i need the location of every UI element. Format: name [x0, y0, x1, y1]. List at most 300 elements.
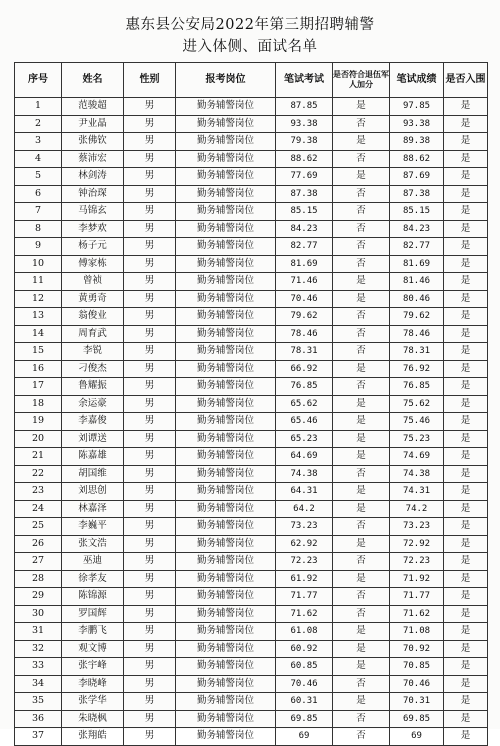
cell-seq: 28	[15, 570, 62, 588]
cell-veteran-bonus: 是	[333, 273, 390, 291]
cell-position: 勤务辅警岗位	[176, 203, 276, 221]
cell-written-exam: 71.46	[276, 273, 333, 291]
table-row	[15, 553, 488, 571]
cell-written-exam: 65.46	[276, 413, 333, 431]
cell-veteran-bonus: 否	[333, 605, 390, 623]
cell-gender: 男	[124, 658, 176, 676]
cell-seq: 10	[15, 255, 62, 273]
cell-written-exam: 69	[276, 728, 333, 746]
cell-seq: 14	[15, 325, 62, 343]
cell-gender: 男	[124, 675, 176, 693]
cell-name: 张学华	[62, 693, 124, 711]
cell-gender: 男	[124, 185, 176, 203]
header-name: 姓名	[62, 63, 124, 98]
table-header-row	[15, 63, 488, 98]
cell-gender: 男	[124, 640, 176, 658]
cell-veteran-bonus: 是	[333, 658, 390, 676]
cell-name: 杨子元	[62, 238, 124, 256]
table-row	[15, 133, 488, 151]
cell-veteran-bonus: 是	[333, 535, 390, 553]
cell-shortlisted: 是	[444, 413, 488, 431]
cell-written-score: 76.85	[390, 378, 444, 396]
table-row	[15, 518, 488, 536]
cell-shortlisted: 是	[444, 430, 488, 448]
cell-gender: 男	[124, 535, 176, 553]
table-row	[15, 115, 488, 133]
table-row	[15, 378, 488, 396]
cell-written-exam: 60.92	[276, 640, 333, 658]
table-row	[15, 98, 488, 116]
cell-gender: 男	[124, 203, 176, 221]
cell-veteran-bonus: 是	[333, 133, 390, 151]
cell-shortlisted: 是	[444, 640, 488, 658]
cell-written-score: 71.92	[390, 570, 444, 588]
cell-gender: 男	[124, 553, 176, 571]
cell-position: 勤务辅警岗位	[176, 483, 276, 501]
cell-position: 勤务辅警岗位	[176, 675, 276, 693]
cell-shortlisted: 是	[444, 255, 488, 273]
cell-shortlisted: 是	[444, 658, 488, 676]
cell-written-score: 74.2	[390, 500, 444, 518]
cell-position: 勤务辅警岗位	[176, 220, 276, 238]
table-row	[15, 273, 488, 291]
cell-veteran-bonus: 否	[333, 710, 390, 728]
cell-written-score: 75.23	[390, 430, 444, 448]
cell-veteran-bonus: 是	[333, 395, 390, 413]
cell-written-exam: 60.31	[276, 693, 333, 711]
cell-gender: 男	[124, 728, 176, 746]
cell-written-score: 81.69	[390, 255, 444, 273]
cell-position: 勤务辅警岗位	[176, 378, 276, 396]
cell-veteran-bonus: 否	[333, 518, 390, 536]
cell-written-score: 75.46	[390, 413, 444, 431]
cell-written-score: 69	[390, 728, 444, 746]
cell-name: 鲁耀振	[62, 378, 124, 396]
cell-gender: 男	[124, 378, 176, 396]
cell-gender: 男	[124, 395, 176, 413]
cell-position: 勤务辅警岗位	[176, 465, 276, 483]
cell-name: 蔡沛宏	[62, 150, 124, 168]
cell-name: 陈锦源	[62, 588, 124, 606]
table-row	[15, 448, 488, 466]
cell-position: 勤务辅警岗位	[176, 710, 276, 728]
cell-shortlisted: 是	[444, 570, 488, 588]
header-gender: 性别	[124, 63, 176, 98]
cell-written-exam: 71.77	[276, 588, 333, 606]
cell-written-exam: 64.69	[276, 448, 333, 466]
cell-written-exam: 78.46	[276, 325, 333, 343]
cell-written-exam: 93.38	[276, 115, 333, 133]
cell-seq: 31	[15, 623, 62, 641]
cell-gender: 男	[124, 430, 176, 448]
cell-name: 张翔皓	[62, 728, 124, 746]
cell-name: 曾祯	[62, 273, 124, 291]
cell-written-score: 93.38	[390, 115, 444, 133]
cell-written-exam: 62.92	[276, 535, 333, 553]
table-row	[15, 290, 488, 308]
cell-gender: 男	[124, 115, 176, 133]
cell-gender: 男	[124, 238, 176, 256]
cell-shortlisted: 是	[444, 693, 488, 711]
cell-position: 勤务辅警岗位	[176, 693, 276, 711]
cell-seq: 30	[15, 605, 62, 623]
cell-seq: 24	[15, 500, 62, 518]
cell-written-exam: 73.23	[276, 518, 333, 536]
cell-veteran-bonus: 是	[333, 448, 390, 466]
cell-shortlisted: 是	[444, 710, 488, 728]
cell-gender: 男	[124, 220, 176, 238]
cell-position: 勤务辅警岗位	[176, 728, 276, 746]
cell-veteran-bonus: 否	[333, 728, 390, 746]
cell-gender: 男	[124, 308, 176, 326]
cell-seq: 29	[15, 588, 62, 606]
cell-gender: 男	[124, 273, 176, 291]
cell-seq: 35	[15, 693, 62, 711]
cell-written-score: 76.92	[390, 360, 444, 378]
cell-shortlisted: 是	[444, 483, 488, 501]
cell-name: 尹业晶	[62, 115, 124, 133]
cell-written-score: 71.08	[390, 623, 444, 641]
cell-veteran-bonus: 是	[333, 483, 390, 501]
table-row	[15, 710, 488, 728]
cell-written-exam: 81.69	[276, 255, 333, 273]
cell-written-exam: 72.23	[276, 553, 333, 571]
cell-gender: 男	[124, 500, 176, 518]
cell-written-score: 72.23	[390, 553, 444, 571]
cell-seq: 25	[15, 518, 62, 536]
table-row	[15, 430, 488, 448]
cell-seq: 8	[15, 220, 62, 238]
header-written-score: 笔试成绩	[390, 63, 444, 98]
cell-veteran-bonus: 否	[333, 465, 390, 483]
cell-written-score: 75.62	[390, 395, 444, 413]
cell-written-score: 81.46	[390, 273, 444, 291]
cell-written-exam: 87.85	[276, 98, 333, 116]
cell-position: 勤务辅警岗位	[176, 168, 276, 186]
cell-name: 张佛钦	[62, 133, 124, 151]
cell-position: 勤务辅警岗位	[176, 115, 276, 133]
table-row	[15, 360, 488, 378]
cell-veteran-bonus: 否	[333, 675, 390, 693]
cell-gender: 男	[124, 465, 176, 483]
cell-written-exam: 79.62	[276, 308, 333, 326]
cell-position: 勤务辅警岗位	[176, 535, 276, 553]
table-row	[15, 658, 488, 676]
cell-written-score: 74.38	[390, 465, 444, 483]
cell-written-exam: 64.31	[276, 483, 333, 501]
cell-written-exam: 85.15	[276, 203, 333, 221]
cell-seq: 1	[15, 98, 62, 116]
cell-veteran-bonus: 否	[333, 203, 390, 221]
cell-position: 勤务辅警岗位	[176, 623, 276, 641]
cell-position: 勤务辅警岗位	[176, 133, 276, 151]
cell-shortlisted: 是	[444, 150, 488, 168]
cell-seq: 4	[15, 150, 62, 168]
cell-shortlisted: 是	[444, 290, 488, 308]
cell-gender: 男	[124, 710, 176, 728]
cell-seq: 37	[15, 728, 62, 746]
cell-written-exam: 60.85	[276, 658, 333, 676]
cell-written-exam: 84.23	[276, 220, 333, 238]
table-row	[15, 325, 488, 343]
cell-written-exam: 74.38	[276, 465, 333, 483]
cell-name: 李锐	[62, 343, 124, 361]
cell-position: 勤务辅警岗位	[176, 308, 276, 326]
cell-name: 林剑涛	[62, 168, 124, 186]
table-row	[15, 465, 488, 483]
cell-position: 勤务辅警岗位	[176, 185, 276, 203]
cell-shortlisted: 是	[444, 535, 488, 553]
cell-seq: 32	[15, 640, 62, 658]
cell-gender: 男	[124, 290, 176, 308]
cell-gender: 男	[124, 588, 176, 606]
cell-written-exam: 82.77	[276, 238, 333, 256]
cell-position: 勤务辅警岗位	[176, 150, 276, 168]
cell-position: 勤务辅警岗位	[176, 238, 276, 256]
cell-veteran-bonus: 否	[333, 220, 390, 238]
header-shortlisted: 是否入围	[444, 63, 488, 98]
cell-seq: 12	[15, 290, 62, 308]
cell-name: 观文博	[62, 640, 124, 658]
cell-gender: 男	[124, 98, 176, 116]
cell-gender: 男	[124, 360, 176, 378]
cell-name: 李巍平	[62, 518, 124, 536]
cell-seq: 36	[15, 710, 62, 728]
cell-written-exam: 87.38	[276, 185, 333, 203]
cell-name: 翁俊业	[62, 308, 124, 326]
cell-shortlisted: 是	[444, 98, 488, 116]
cell-seq: 34	[15, 675, 62, 693]
header-position: 报考岗位	[176, 63, 276, 98]
cell-position: 勤务辅警岗位	[176, 588, 276, 606]
cell-shortlisted: 是	[444, 588, 488, 606]
cell-gender: 男	[124, 343, 176, 361]
cell-written-score: 74.31	[390, 483, 444, 501]
cell-written-exam: 66.92	[276, 360, 333, 378]
cell-veteran-bonus: 否	[333, 185, 390, 203]
table-row	[15, 500, 488, 518]
cell-veteran-bonus: 是	[333, 290, 390, 308]
cell-seq: 11	[15, 273, 62, 291]
cell-name: 钟治琛	[62, 185, 124, 203]
cell-gender: 男	[124, 133, 176, 151]
cell-position: 勤务辅警岗位	[176, 413, 276, 431]
cell-written-score: 78.31	[390, 343, 444, 361]
cell-written-score: 82.77	[390, 238, 444, 256]
cell-written-exam: 69.85	[276, 710, 333, 728]
table-body	[15, 98, 488, 746]
cell-written-exam: 64.2	[276, 500, 333, 518]
cell-written-exam: 79.38	[276, 133, 333, 151]
cell-written-exam: 61.08	[276, 623, 333, 641]
cell-seq: 13	[15, 308, 62, 326]
cell-seq: 27	[15, 553, 62, 571]
cell-written-exam: 76.85	[276, 378, 333, 396]
cell-shortlisted: 是	[444, 378, 488, 396]
cell-shortlisted: 是	[444, 465, 488, 483]
cell-seq: 23	[15, 483, 62, 501]
cell-veteran-bonus: 是	[333, 623, 390, 641]
header-written-exam: 笔试考试	[276, 63, 333, 98]
cell-seq: 16	[15, 360, 62, 378]
table-row	[15, 308, 488, 326]
cell-veteran-bonus: 否	[333, 255, 390, 273]
document-title: 惠东县公安局2022年第三期招聘辅警	[125, 17, 375, 33]
cell-position: 勤务辅警岗位	[176, 500, 276, 518]
cell-name: 傅家栋	[62, 255, 124, 273]
cell-seq: 19	[15, 413, 62, 431]
cell-shortlisted: 是	[444, 623, 488, 641]
document-subtitle: 进入体侧、面试名单	[182, 39, 318, 55]
cell-written-score: 80.46	[390, 290, 444, 308]
cell-shortlisted: 是	[444, 115, 488, 133]
cell-veteran-bonus: 否	[333, 325, 390, 343]
cell-written-score: 87.38	[390, 185, 444, 203]
cell-shortlisted: 是	[444, 325, 488, 343]
cell-veteran-bonus: 否	[333, 150, 390, 168]
cell-name: 黄勇奇	[62, 290, 124, 308]
cell-written-score: 87.69	[390, 168, 444, 186]
cell-name: 刘谭送	[62, 430, 124, 448]
cell-seq: 20	[15, 430, 62, 448]
cell-name: 陈嘉雄	[62, 448, 124, 466]
cell-veteran-bonus: 是	[333, 413, 390, 431]
cell-veteran-bonus: 是	[333, 98, 390, 116]
cell-position: 勤务辅警岗位	[176, 518, 276, 536]
cell-position: 勤务辅警岗位	[176, 570, 276, 588]
cell-position: 勤务辅警岗位	[176, 553, 276, 571]
cell-written-score: 70.92	[390, 640, 444, 658]
cell-written-score: 69.85	[390, 710, 444, 728]
cell-written-score: 71.77	[390, 588, 444, 606]
cell-written-exam: 88.62	[276, 150, 333, 168]
cell-gender: 男	[124, 168, 176, 186]
cell-position: 勤务辅警岗位	[176, 360, 276, 378]
cell-shortlisted: 是	[444, 238, 488, 256]
cell-written-score: 84.23	[390, 220, 444, 238]
cell-written-score: 85.15	[390, 203, 444, 221]
cell-veteran-bonus: 否	[333, 308, 390, 326]
cell-written-score: 70.85	[390, 658, 444, 676]
cell-position: 勤务辅警岗位	[176, 325, 276, 343]
cell-seq: 17	[15, 378, 62, 396]
cell-written-score: 72.92	[390, 535, 444, 553]
table-row	[15, 728, 488, 746]
cell-veteran-bonus: 否	[333, 378, 390, 396]
cell-name: 张文浩	[62, 535, 124, 553]
cell-position: 勤务辅警岗位	[176, 273, 276, 291]
cell-seq: 26	[15, 535, 62, 553]
table-row	[15, 605, 488, 623]
cell-shortlisted: 是	[444, 605, 488, 623]
cell-shortlisted: 是	[444, 500, 488, 518]
table-row	[15, 483, 488, 501]
cell-position: 勤务辅警岗位	[176, 640, 276, 658]
cell-gender: 男	[124, 448, 176, 466]
cell-written-exam: 61.92	[276, 570, 333, 588]
table-row	[15, 150, 488, 168]
cell-seq: 2	[15, 115, 62, 133]
cell-gender: 男	[124, 325, 176, 343]
cell-shortlisted: 是	[444, 395, 488, 413]
cell-shortlisted: 是	[444, 448, 488, 466]
cell-written-score: 78.46	[390, 325, 444, 343]
table-row	[15, 168, 488, 186]
cell-shortlisted: 是	[444, 168, 488, 186]
cell-veteran-bonus: 是	[333, 693, 390, 711]
cell-veteran-bonus: 是	[333, 168, 390, 186]
cell-position: 勤务辅警岗位	[176, 395, 276, 413]
cell-veteran-bonus: 是	[333, 360, 390, 378]
cell-shortlisted: 是	[444, 133, 488, 151]
cell-gender: 男	[124, 255, 176, 273]
cell-written-score: 88.62	[390, 150, 444, 168]
cell-veteran-bonus: 是	[333, 430, 390, 448]
cell-position: 勤务辅警岗位	[176, 98, 276, 116]
cell-shortlisted: 是	[444, 220, 488, 238]
cell-name: 刘思创	[62, 483, 124, 501]
table-row	[15, 238, 488, 256]
cell-name: 马锦玄	[62, 203, 124, 221]
cell-veteran-bonus: 否	[333, 115, 390, 133]
cell-veteran-bonus: 是	[333, 570, 390, 588]
table-row	[15, 588, 488, 606]
cell-name: 巫迪	[62, 553, 124, 571]
cell-seq: 9	[15, 238, 62, 256]
cell-shortlisted: 是	[444, 343, 488, 361]
table-row	[15, 693, 488, 711]
cell-seq: 6	[15, 185, 62, 203]
cell-written-exam: 70.46	[276, 290, 333, 308]
cell-shortlisted: 是	[444, 675, 488, 693]
cell-gender: 男	[124, 413, 176, 431]
cell-position: 勤务辅警岗位	[176, 605, 276, 623]
cell-seq: 22	[15, 465, 62, 483]
cell-written-score: 70.31	[390, 693, 444, 711]
cell-position: 勤务辅警岗位	[176, 343, 276, 361]
cell-name: 李嘉俊	[62, 413, 124, 431]
cell-name: 李晓峰	[62, 675, 124, 693]
cell-position: 勤务辅警岗位	[176, 430, 276, 448]
cell-position: 勤务辅警岗位	[176, 255, 276, 273]
cell-name: 李鹏飞	[62, 623, 124, 641]
cell-written-exam: 78.31	[276, 343, 333, 361]
cell-written-exam: 77.69	[276, 168, 333, 186]
cell-written-score: 74.69	[390, 448, 444, 466]
cell-name: 李梦欢	[62, 220, 124, 238]
cell-written-exam: 70.46	[276, 675, 333, 693]
cell-seq: 3	[15, 133, 62, 151]
cell-seq: 33	[15, 658, 62, 676]
cell-veteran-bonus: 是	[333, 500, 390, 518]
table-row	[15, 570, 488, 588]
cell-name: 朱晓枫	[62, 710, 124, 728]
cell-veteran-bonus: 否	[333, 588, 390, 606]
table-row	[15, 203, 488, 221]
cell-shortlisted: 是	[444, 360, 488, 378]
cell-seq: 5	[15, 168, 62, 186]
cell-shortlisted: 是	[444, 203, 488, 221]
cell-seq: 7	[15, 203, 62, 221]
cell-veteran-bonus: 否	[333, 343, 390, 361]
cell-written-exam: 71.62	[276, 605, 333, 623]
cell-veteran-bonus: 是	[333, 640, 390, 658]
cell-name: 刁俊杰	[62, 360, 124, 378]
cell-veteran-bonus: 否	[333, 553, 390, 571]
cell-written-score: 70.46	[390, 675, 444, 693]
header-seq: 序号	[15, 63, 62, 98]
cell-written-score: 97.85	[390, 98, 444, 116]
